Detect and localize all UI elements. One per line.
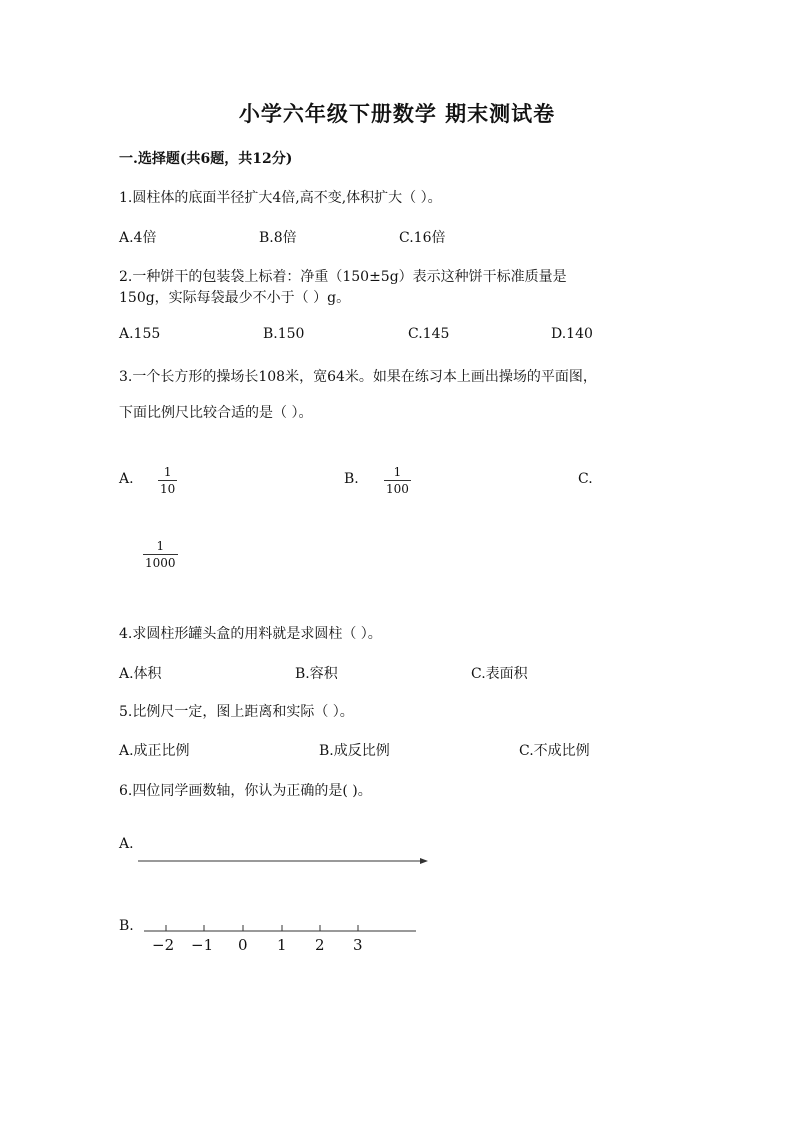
question-2-option-c: C.145	[408, 326, 450, 342]
tick-label: 1	[277, 936, 287, 954]
arrow-head-icon	[420, 858, 428, 864]
question-2-option-b: B.150	[263, 326, 305, 342]
tick-label: 3	[353, 936, 363, 954]
fraction-numerator: 1	[163, 465, 172, 479]
section-heading: 一.选择题(共6题，共12分)	[119, 151, 293, 167]
question-6-option-a-label: A.	[119, 836, 134, 852]
question-5-text: 5.比例尺一定，图上距离和实际（ ）。	[119, 704, 354, 720]
question-2-text-line2: 150g，实际每袋最少不小于（ ）g。	[119, 290, 351, 306]
fraction-denominator: 100	[386, 482, 409, 496]
tick-label: −1	[191, 936, 214, 954]
question-1-option-b: B.8倍	[259, 230, 297, 246]
fraction-denominator: 1000	[145, 556, 176, 570]
fraction-numerator: 1	[393, 465, 402, 479]
question-3-text-line2: 下面比例尺比较合适的是（ ）。	[119, 405, 313, 421]
question-4-option-a: A.体积	[119, 666, 162, 682]
question-5-option-c: C.不成比例	[519, 743, 590, 759]
number-line-b	[144, 920, 420, 934]
question-3-option-b-fraction	[384, 465, 411, 496]
question-4-text: 4.求圆柱形罐头盒的用料就是求圆柱（ ）。	[119, 626, 382, 642]
tick-label: −2	[152, 936, 175, 954]
question-3-option-c-label: C.	[578, 471, 593, 487]
number-line-a	[138, 855, 430, 867]
question-3-option-b-label: B.	[344, 471, 359, 487]
question-2-option-d: D.140	[551, 326, 593, 342]
fraction-denominator: 10	[160, 482, 176, 496]
fraction-bar	[158, 480, 177, 481]
fraction-bar	[143, 554, 178, 555]
fraction-bar	[384, 480, 411, 481]
question-4-option-b: B.容积	[295, 666, 338, 682]
question-3-option-a-fraction	[158, 465, 177, 496]
question-3-text-line1: 3.一个长方形的操场长108米，宽64米。如果在练习本上画出操场的平面图，	[119, 369, 597, 385]
question-1-option-a: A.4倍	[119, 230, 157, 246]
question-1-text: 1.圆柱体的底面半径扩大4倍,高不变,体积扩大（ ）。	[119, 190, 442, 206]
tick-label: 0	[238, 936, 248, 954]
question-2-text-line1: 2.一种饼干的包装袋上标着：净重（150±5g）表示这种饼干标准质量是	[119, 269, 567, 285]
question-6-option-b-label: B.	[119, 918, 134, 934]
question-4-option-c: C.表面积	[471, 666, 528, 682]
question-2-option-a: A.155	[119, 326, 161, 342]
page-title: 小学六年级下册数学 期末测试卷	[238, 101, 556, 126]
tick-label: 2	[315, 936, 325, 954]
question-3-option-c-fraction	[143, 539, 178, 570]
question-6-text: 6.四位同学画数轴，你认为正确的是( )。	[119, 783, 372, 799]
question-3-option-a-label: A.	[119, 471, 134, 487]
fraction-numerator: 1	[156, 539, 165, 553]
question-1-option-c: C.16倍	[399, 230, 446, 246]
question-5-option-b: B.成反比例	[319, 743, 390, 759]
question-5-option-a: A.成正比例	[119, 743, 190, 759]
